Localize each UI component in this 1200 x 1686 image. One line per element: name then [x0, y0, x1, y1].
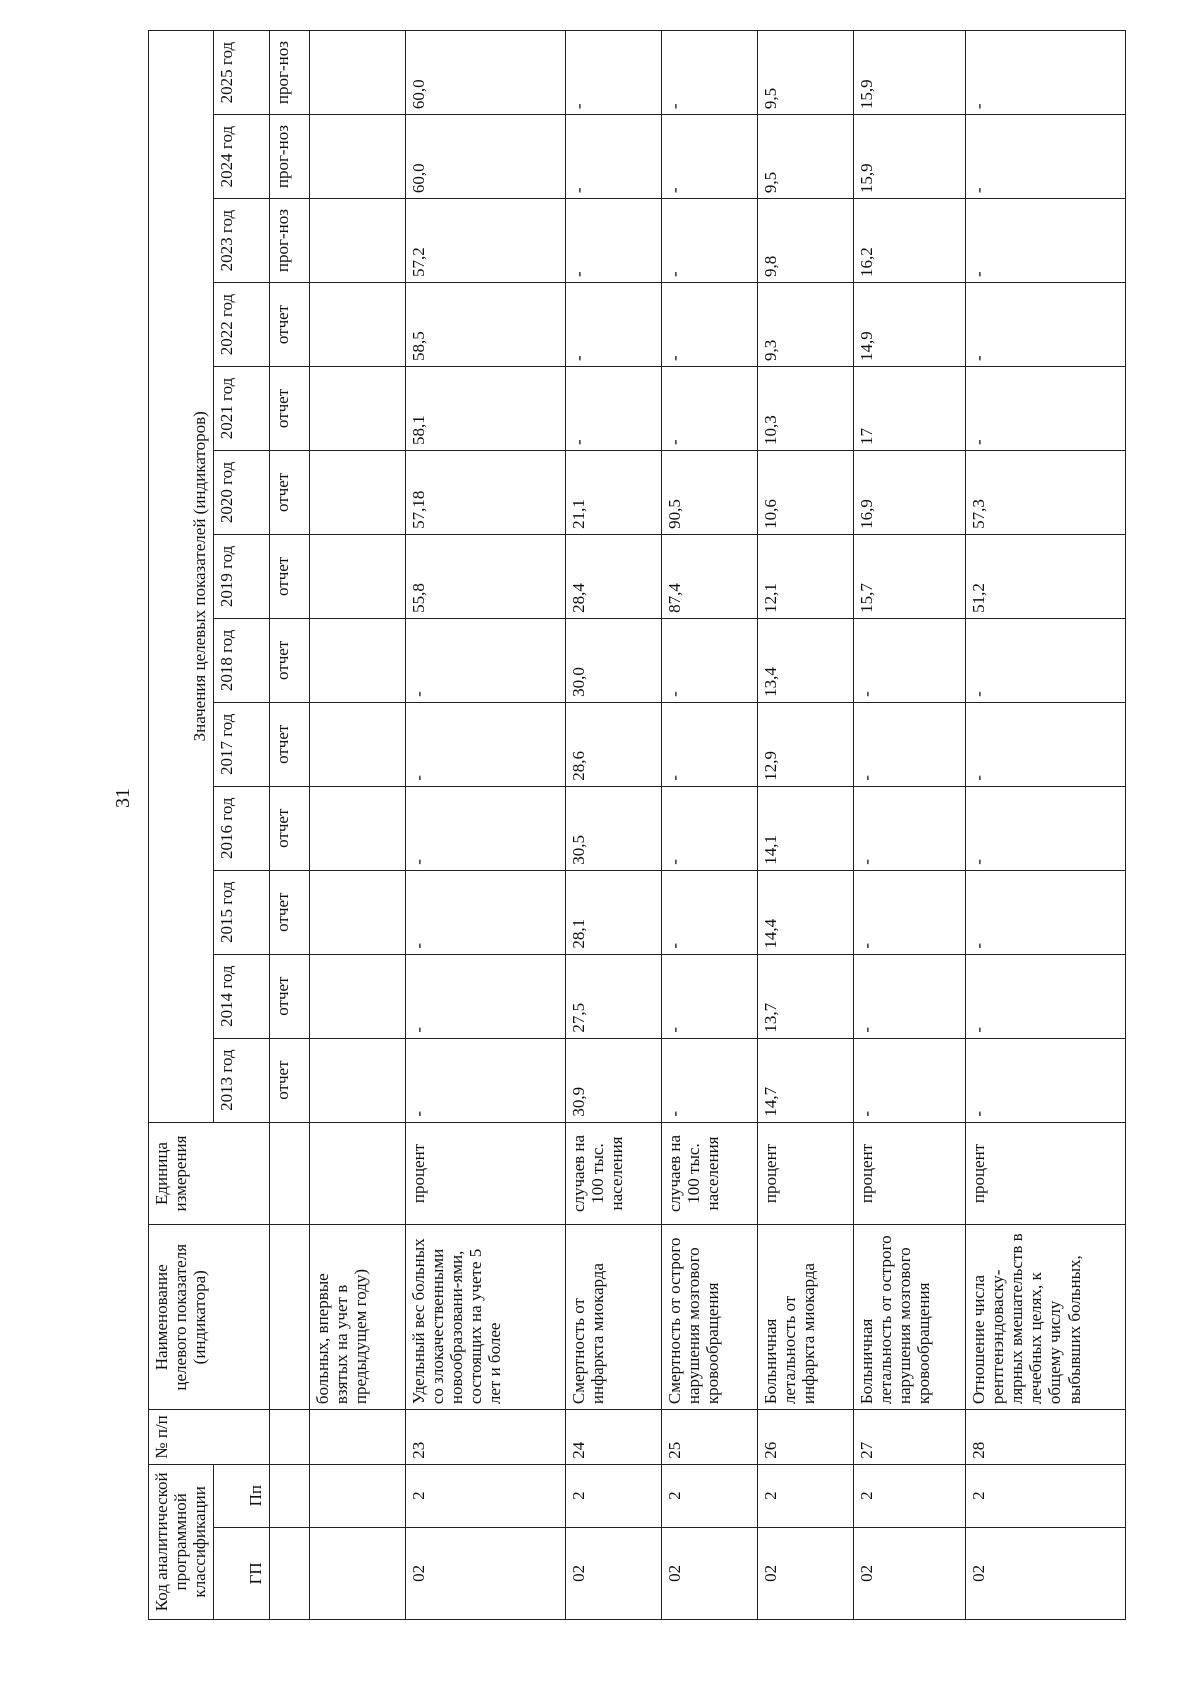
cell-value: - — [565, 31, 661, 115]
cell-value: 9,5 — [757, 115, 853, 199]
cell-value: - — [661, 870, 757, 954]
cell-value: - — [853, 954, 965, 1038]
cell-value: - — [965, 954, 1125, 1038]
cell-value: 57,3 — [965, 450, 1125, 534]
cell-pp: 2 — [757, 1464, 853, 1527]
cell-pp: 2 — [405, 1464, 565, 1527]
cell-value: 28,4 — [565, 534, 661, 618]
cell-value: 13,4 — [757, 618, 853, 702]
cell-unit: процент — [405, 1122, 565, 1225]
cell-value: 12,9 — [757, 702, 853, 786]
cell-value — [309, 702, 405, 786]
cell-value: - — [405, 786, 565, 870]
cell-value — [309, 534, 405, 618]
header-year: 2024 год — [213, 115, 269, 199]
cell-value: 15,9 — [853, 31, 965, 115]
cell-unit: случаев на 100 тыс. населения — [661, 1122, 757, 1225]
cell-value — [309, 450, 405, 534]
cell-value — [309, 954, 405, 1038]
table-row — [309, 31, 405, 1620]
table-row — [853, 31, 965, 1620]
header-name: Наименование целевого показателя (индикатора) — [149, 1225, 270, 1410]
cell-value: 10,6 — [757, 450, 853, 534]
cell-unit: процент — [965, 1122, 1125, 1225]
cell-value: 58,1 — [405, 367, 565, 451]
cell-value: - — [565, 199, 661, 283]
cell-value: 15,9 — [853, 115, 965, 199]
cell-value: 57,2 — [405, 199, 565, 283]
header-year: 2018 год — [213, 618, 269, 702]
cell-value: 10,3 — [757, 367, 853, 451]
header-num: № п/п — [149, 1410, 270, 1465]
cell-value: 9,3 — [757, 283, 853, 367]
cell-num: 23 — [405, 1410, 565, 1465]
cell-value: 30,0 — [565, 618, 661, 702]
cell-value: - — [405, 870, 565, 954]
cell-num: 27 — [853, 1410, 965, 1465]
cell-name: Больничная летальность от инфаркта миокарда — [757, 1225, 853, 1410]
cell-value: - — [661, 367, 757, 451]
cell-value: 30,9 — [565, 1038, 661, 1122]
cell-value: - — [661, 199, 757, 283]
cell-value: 60,0 — [405, 31, 565, 115]
cell-value: - — [661, 115, 757, 199]
cell-value: - — [853, 1038, 965, 1122]
header-year-status: прог-ноз — [269, 199, 309, 283]
cell-unit: процент — [853, 1122, 965, 1225]
cell-value: - — [565, 115, 661, 199]
cell-value: - — [565, 283, 661, 367]
header-year-status: отчет — [269, 283, 309, 367]
cell-num: 25 — [661, 1410, 757, 1465]
header-year-status: отчет — [269, 618, 309, 702]
header-year: 2013 год — [213, 1038, 269, 1122]
cell-value: - — [965, 31, 1125, 115]
cell-value — [309, 870, 405, 954]
cell-value: - — [405, 954, 565, 1038]
header-pp: Пп — [213, 1464, 269, 1527]
cell-pp: 2 — [965, 1464, 1125, 1527]
header-code-group: Код аналитической программной классификации — [149, 1464, 214, 1619]
cell-pp: 2 — [565, 1464, 661, 1527]
cell-num: 28 — [965, 1410, 1125, 1465]
header-values-title: Значения целевых показателей (индикаторов) — [149, 31, 214, 1123]
cell-value — [309, 367, 405, 451]
cell-value: 17 — [853, 367, 965, 451]
header-year-status: отчет — [269, 954, 309, 1038]
cell-value: 14,7 — [757, 1038, 853, 1122]
header-year: 2021 год — [213, 367, 269, 451]
cell-value: - — [853, 870, 965, 954]
cell-value: 14,1 — [757, 786, 853, 870]
cell-value: 90,5 — [661, 450, 757, 534]
cell-value: - — [405, 1038, 565, 1122]
header-year-status: отчет — [269, 367, 309, 451]
cell-pp: 2 — [661, 1464, 757, 1527]
cell-pp: 2 — [853, 1464, 965, 1527]
cell-value: - — [565, 367, 661, 451]
cell-value: - — [965, 115, 1125, 199]
cell-value: - — [965, 367, 1125, 451]
cell-value: 14,4 — [757, 870, 853, 954]
cell-value: - — [661, 618, 757, 702]
cell-value: - — [405, 702, 565, 786]
cell-gp: 02 — [853, 1527, 965, 1619]
cell-value: 55,8 — [405, 534, 565, 618]
cell-value: 14,9 — [853, 283, 965, 367]
cell-name: Отношение числа рентгенэндоваску-лярных вмешательств в лечебных целях, к общему числу выбывших больных, — [965, 1225, 1125, 1410]
cell-value: - — [965, 786, 1125, 870]
cell-value: - — [853, 618, 965, 702]
cell-value: 87,4 — [661, 534, 757, 618]
cell-value: 58,5 — [405, 283, 565, 367]
cell-value: 28,1 — [565, 870, 661, 954]
cell-value — [309, 115, 405, 199]
header-gp: ГП — [213, 1527, 269, 1619]
header-year: 2015 год — [213, 870, 269, 954]
cell-value: - — [661, 954, 757, 1038]
cell-value: 15,7 — [853, 534, 965, 618]
header-year: 2020 год — [213, 450, 269, 534]
cell-value: - — [965, 1038, 1125, 1122]
cell-gp: 02 — [965, 1527, 1125, 1619]
cell-unit: случаев на 100 тыс. населения — [565, 1122, 661, 1225]
cell-value: - — [965, 702, 1125, 786]
cell-unit: процент — [757, 1122, 853, 1225]
cell-value — [309, 283, 405, 367]
header-year: 2016 год — [213, 786, 269, 870]
indicators-table — [148, 30, 1126, 1620]
cell-gp: 02 — [757, 1527, 853, 1619]
table-row — [965, 31, 1125, 1620]
cell-value: - — [661, 1038, 757, 1122]
cell-value: 51,2 — [965, 534, 1125, 618]
cell-value — [309, 199, 405, 283]
cell-value — [309, 786, 405, 870]
header-year: 2023 год — [213, 199, 269, 283]
cell-unit — [309, 1122, 405, 1225]
cell-value: 12,1 — [757, 534, 853, 618]
cell-value: - — [965, 283, 1125, 367]
cell-num — [309, 1410, 405, 1465]
cell-value: - — [661, 702, 757, 786]
header-year-status: прог-ноз — [269, 31, 309, 115]
table-row — [405, 31, 565, 1620]
table-row — [565, 31, 661, 1620]
header-year: 2017 год — [213, 702, 269, 786]
cell-value: 30,5 — [565, 786, 661, 870]
cell-value: - — [853, 702, 965, 786]
cell-value: - — [965, 199, 1125, 283]
cell-name: больных, впервые взятых на учет в предыдущем году) — [309, 1225, 405, 1410]
cell-value: - — [661, 31, 757, 115]
header-year-status: прог-ноз — [269, 115, 309, 199]
header-year: 2025 год — [213, 31, 269, 115]
cell-value — [309, 1038, 405, 1122]
cell-gp — [309, 1527, 405, 1619]
header-year: 2014 год — [213, 954, 269, 1038]
cell-value: - — [853, 786, 965, 870]
cell-value: - — [405, 618, 565, 702]
header-year: 2019 год — [213, 534, 269, 618]
cell-value: 13,7 — [757, 954, 853, 1038]
cell-num: 24 — [565, 1410, 661, 1465]
cell-value: 21,1 — [565, 450, 661, 534]
cell-value: 9,8 — [757, 199, 853, 283]
cell-gp: 02 — [565, 1527, 661, 1619]
header-year-status: отчет — [269, 786, 309, 870]
cell-value: 60,0 — [405, 115, 565, 199]
table-body — [309, 31, 1125, 1620]
header-unit: Единица измерения — [149, 1122, 270, 1225]
cell-value: 27,5 — [565, 954, 661, 1038]
cell-num: 26 — [757, 1410, 853, 1465]
header-year-status: отчет — [269, 1038, 309, 1122]
cell-value: - — [661, 786, 757, 870]
cell-value: - — [965, 870, 1125, 954]
table-header — [149, 31, 310, 1620]
cell-name: Больничная летальность от острого нарушения мозгового кровообращения — [853, 1225, 965, 1410]
cell-value: 16,2 — [853, 199, 965, 283]
cell-value: - — [661, 283, 757, 367]
cell-value — [309, 618, 405, 702]
cell-name: Смертность от острого нарушения мозгового кровообращения — [661, 1225, 757, 1410]
cell-value: - — [965, 618, 1125, 702]
page-number: 31 — [112, 788, 134, 808]
header-year-status: отчет — [269, 702, 309, 786]
cell-value: 28,6 — [565, 702, 661, 786]
cell-value: 16,9 — [853, 450, 965, 534]
cell-pp — [309, 1464, 405, 1527]
header-year-status: отчет — [269, 870, 309, 954]
cell-value: 57,18 — [405, 450, 565, 534]
cell-gp: 02 — [405, 1527, 565, 1619]
header-year-status: отчет — [269, 450, 309, 534]
cell-value: 9,5 — [757, 31, 853, 115]
cell-name: Удельный вес больных со злокачественными новообразовани-ями, состоящих на учете 5 лет и более — [405, 1225, 565, 1410]
cell-value — [309, 31, 405, 115]
cell-gp: 02 — [661, 1527, 757, 1619]
cell-name: Смертность от инфаркта миокарда — [565, 1225, 661, 1410]
header-year: 2022 год — [213, 283, 269, 367]
table-row — [661, 31, 757, 1620]
table-row — [757, 31, 853, 1620]
header-year-status: отчет — [269, 534, 309, 618]
rotated-table-wrapper — [148, 30, 1084, 1620]
